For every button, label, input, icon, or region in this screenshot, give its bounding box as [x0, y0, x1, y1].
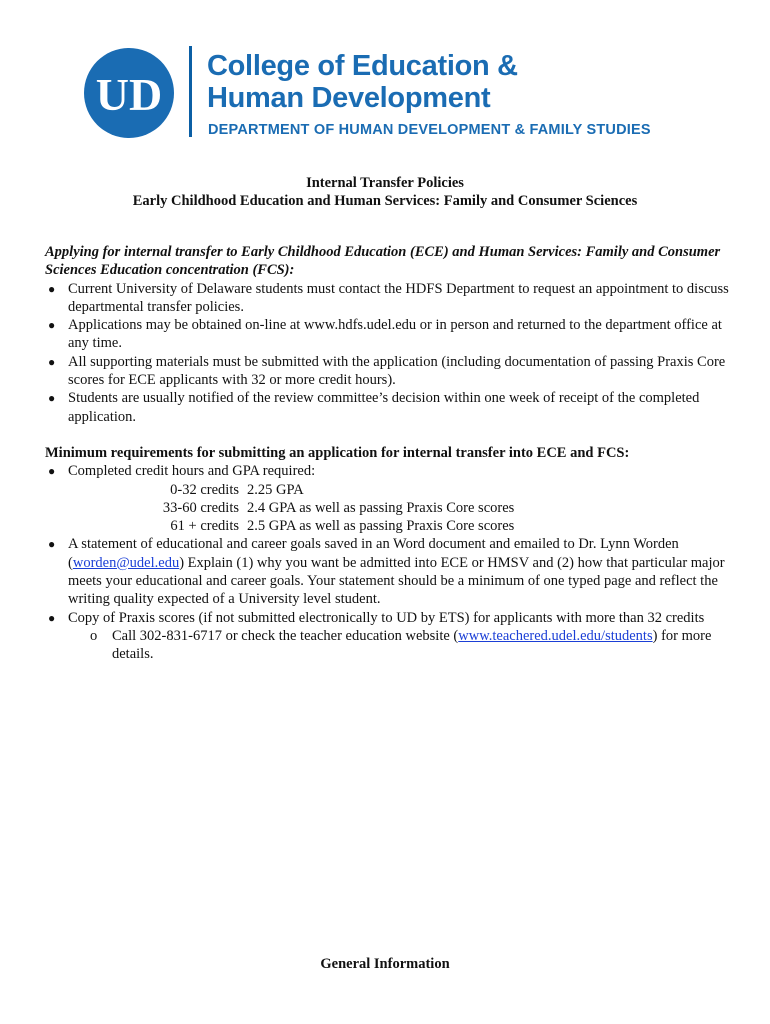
document-body: [45, 243, 735, 664]
logo-divider: [189, 46, 192, 137]
list-item-text: Copy of Praxis scores (if not submitted electronically to UD by ETS) for applicants with more than 32 credits: [68, 609, 705, 626]
credit-range: 0-32 credits: [170, 481, 239, 498]
teacher-education-link[interactable]: www.teachered.udel.edu/students: [458, 627, 653, 644]
credit-row: [135, 499, 735, 517]
list-item: [45, 462, 735, 535]
circle-bullet-icon: o: [90, 627, 98, 644]
list-item: [45, 280, 735, 317]
list-item-text: Applications may be obtained on-line at www.hdfs.udel.edu or in person and returned to the department office at any time.: [68, 317, 722, 352]
document-title: Internal Transfer Policies: [306, 175, 464, 191]
credit-range: 61 + credits: [170, 518, 239, 535]
bullet-icon: ●: [48, 318, 56, 333]
bullet-icon: ●: [48, 537, 56, 552]
bullet-icon: ●: [48, 281, 56, 296]
list-item: [45, 609, 735, 664]
gpa-requirement: 2.5 GPA as well as passing Praxis Core scores: [247, 518, 515, 535]
credit-row: [135, 517, 735, 535]
bullet-icon: ●: [48, 354, 56, 369]
list-item-text: A statement of educational and career goals saved in an Word document and emailed to Dr. Lynn Worden (: [68, 536, 679, 571]
list-item: [45, 316, 735, 353]
list-item-text: ) for more details.: [112, 627, 712, 663]
ud-seal-logo: [83, 47, 175, 139]
list-item-text: Completed credit hours and GPA required:: [68, 463, 316, 480]
bullet-icon: ●: [48, 610, 56, 625]
list-item-text: Students are usually notified of the review committee’s decision within one week of receipt of the completed application.: [68, 390, 700, 425]
sub-list: [90, 627, 735, 664]
section2-list: [45, 462, 735, 663]
general-information-heading: General Information: [320, 956, 450, 972]
svg-text:UD: UD: [95, 69, 163, 120]
document-subtitle: Early Childhood Education and Human Services: Family and Consumer Sciences: [132, 193, 638, 209]
list-item-text: ) Explain (1) why you want be admitted into ECE or HMSV and (2) how that particular major meets your educational and career goals. Your statement should be a minimum of one typed page and reflect the writing quality expected of a University level student.: [68, 554, 725, 608]
section2-heading: Minimum requirements for submitting an application for internal transfer into ECE and FCS:: [45, 444, 630, 461]
list-item: [45, 535, 735, 608]
list-item-text: Call 302-831-6717 or check the teacher education website (: [112, 627, 459, 644]
list-item: [45, 389, 735, 426]
college-name-line1: College of Education &: [207, 50, 518, 82]
credit-requirements-table: [135, 481, 735, 536]
list-item: [45, 353, 735, 390]
list-item-text: All supporting materials must be submitted with the application (including documentation of passing Praxis Core scores for ECE applicants with 32 or more credit hours).: [68, 353, 726, 389]
department-name: DEPARTMENT OF HUMAN DEVELOPMENT & FAMILY STUDIES: [208, 122, 651, 138]
credit-row: [135, 481, 735, 499]
section1-heading: Applying for internal transfer to Early Childhood Education (ECE) and Human Services: Family and Consumer Sciences Education concentration (FCS):: [45, 244, 721, 279]
gpa-requirement: 2.25 GPA: [247, 481, 304, 498]
credit-range: 33-60 credits: [162, 499, 239, 516]
bullet-icon: ●: [48, 391, 56, 406]
gpa-requirement: 2.4 GPA as well as passing Praxis Core scores: [247, 499, 515, 516]
list-item-text: Current University of Delaware students must contact the HDFS Department to request an appointment to discuss departmental transfer policies.: [68, 280, 729, 315]
college-name-line2: Human Development: [207, 82, 491, 114]
email-link[interactable]: worden@udel.edu: [72, 554, 180, 571]
bullet-icon: ●: [48, 464, 56, 479]
section1-list: [45, 280, 735, 426]
sub-list-item: [90, 627, 735, 664]
